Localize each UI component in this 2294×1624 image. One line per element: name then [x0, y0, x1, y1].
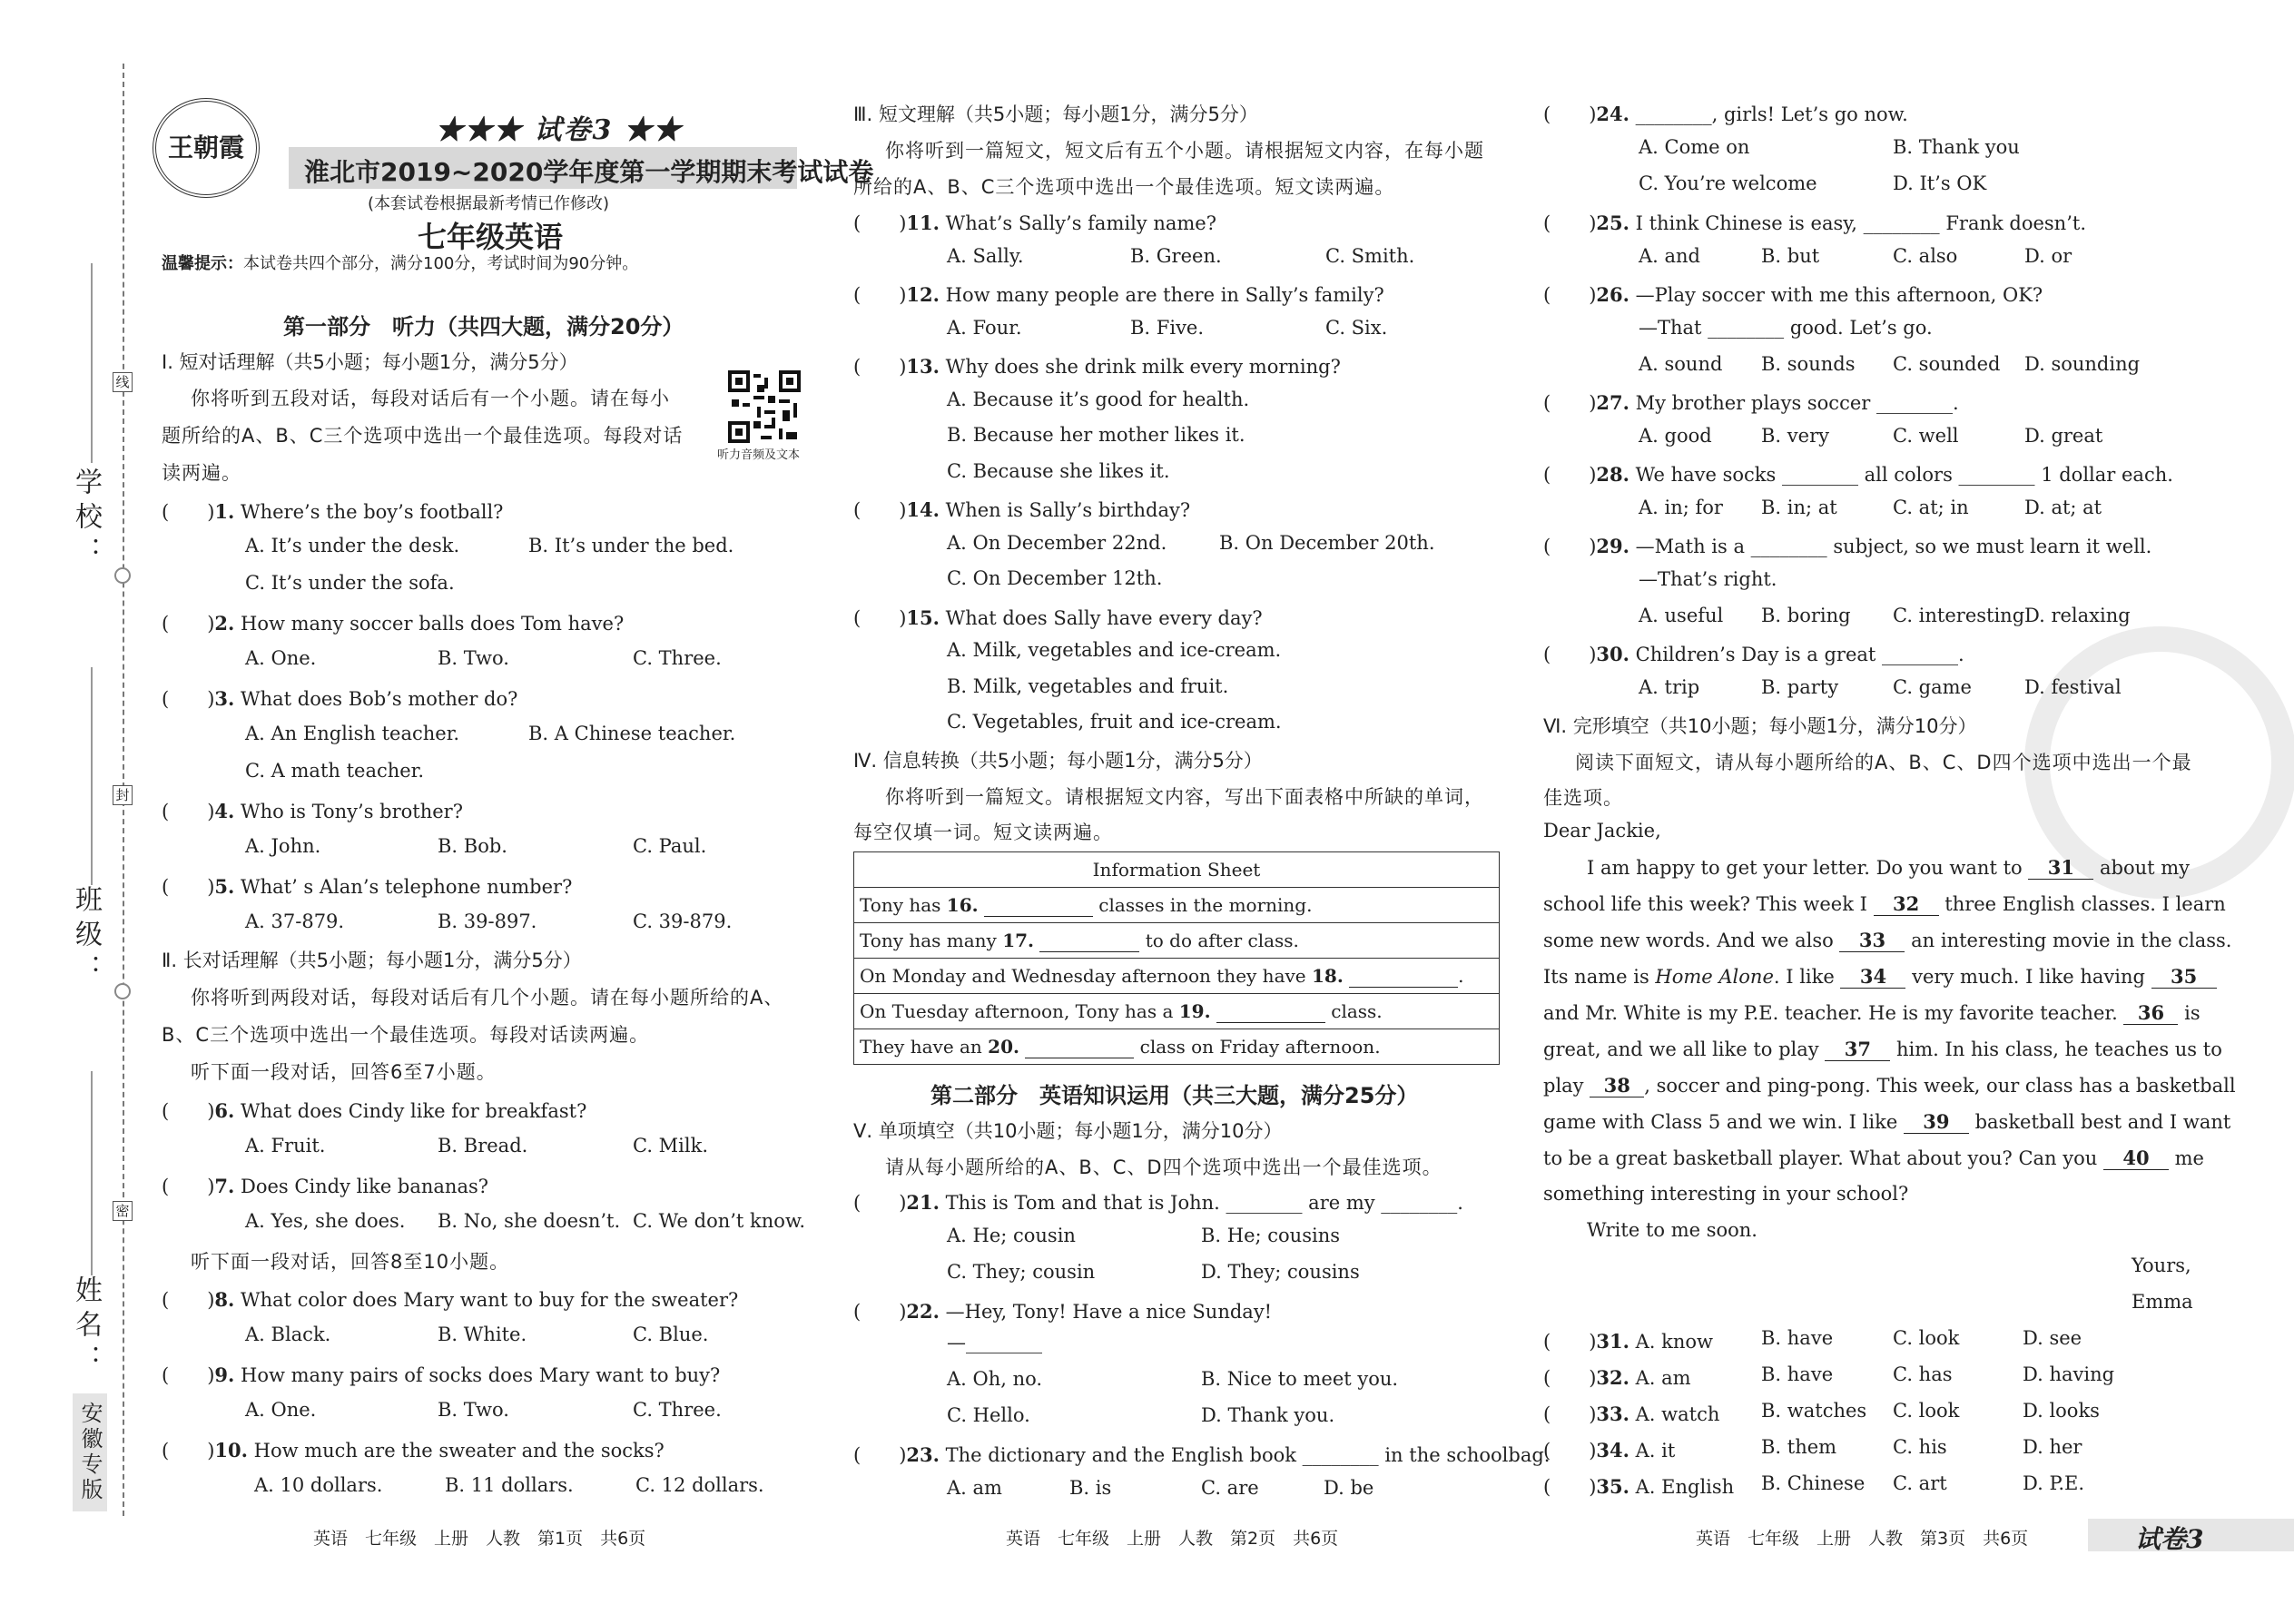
option: B. party — [1761, 676, 1839, 698]
dialog-line: —________ — [947, 1332, 1042, 1353]
question-11: ( )11. What’s Sally’s family name? — [853, 212, 1216, 234]
answer-bracket[interactable]: ( ) — [1543, 1476, 1597, 1498]
table-row: They have an 20. class on Friday afternoon. — [854, 1029, 1500, 1065]
option: A. Oh, no. — [947, 1368, 1043, 1390]
option: C. Smith. — [1325, 245, 1415, 267]
section2-intro: B、C三个选项中选出一个最佳选项。每段对话读两遍。 — [162, 1024, 650, 1046]
option: C. It’s under the sofa. — [245, 572, 455, 594]
answer-bracket[interactable]: ( ) — [162, 801, 215, 822]
table-row: Tony has 16. classes in the morning. — [854, 888, 1500, 923]
question-32: ( )32. A. am — [1543, 1366, 1691, 1389]
section2-intro: 你将听到两段对话，每段对话后有几个小题。请在每小题所给的A、 — [191, 987, 784, 1009]
blank-20[interactable] — [1025, 1036, 1134, 1058]
option: B. have — [1761, 1327, 1834, 1349]
section6-title: Ⅵ. 完形填空（共10小题；每小题1分，满分10分） — [1543, 715, 1977, 737]
letter-line: play 38 , soccer and ping-pong. This week, our class has a basketball — [1543, 1074, 2236, 1097]
option: C. Three. — [633, 647, 722, 669]
option: A. Sally. — [947, 245, 1024, 267]
table-row: Tony has many 17. to do after class. — [854, 923, 1500, 959]
option: C. Three. — [633, 1399, 722, 1421]
option: D. great — [2024, 425, 2103, 447]
question-27: ( )27. My brother plays soccer ________. — [1543, 391, 1959, 414]
paper-tag: ★★★ 试卷3 ★★ — [436, 114, 683, 146]
cloze-blank-35[interactable]: 35 — [2151, 965, 2217, 989]
option: C. sounded — [1893, 353, 2001, 375]
option: A. Because it’s good for health. — [947, 389, 1250, 410]
letter-yours: Yours, — [2132, 1255, 2191, 1276]
option: A. John. — [245, 835, 321, 857]
seal-mark-secret: 密 — [113, 1201, 133, 1221]
dialog-line: —That ________ good. Let’s go. — [1639, 317, 1933, 339]
option: C. interesting — [1893, 605, 2025, 626]
option: D. be — [1324, 1477, 1374, 1499]
punch-hole — [114, 567, 131, 584]
option: D. see — [2023, 1327, 2082, 1349]
blank-16[interactable] — [984, 894, 1093, 917]
class-label: 班级： — [70, 885, 102, 989]
option: B. Green. — [1130, 245, 1222, 267]
option: C. They; cousin — [947, 1261, 1096, 1283]
movie-title: Home Alone — [1655, 966, 1774, 988]
question-8: ( )8. What color does Mary want to buy for the sweater? — [162, 1288, 739, 1311]
option: A. One. — [245, 1399, 317, 1421]
question-3: ( )3. What does Bob’s mother do? — [162, 687, 518, 710]
answer-bracket[interactable]: ( ) — [853, 356, 907, 378]
school-label: 学校： — [70, 468, 102, 571]
answer-bracket[interactable]: ( ) — [1543, 464, 1597, 486]
punch-hole — [114, 983, 131, 999]
question-12: ( )12. How many people are there in Sally’s family? — [853, 283, 1384, 306]
option: C. art — [1893, 1472, 1947, 1494]
option: B. 11 dollars. — [445, 1474, 574, 1496]
exam-title: 淮北市2019~2020学年度第一学期期末考试试卷 — [304, 157, 874, 187]
blank-18[interactable] — [1349, 965, 1458, 988]
name-label: 姓名： — [70, 1275, 102, 1379]
option: C. Paul. — [633, 835, 707, 857]
option: C. look — [1893, 1400, 1960, 1422]
question-9: ( )9. How many pairs of socks does Mary want to buy? — [162, 1363, 721, 1386]
option: B. Bread. — [438, 1135, 528, 1156]
option: D. at; at — [2024, 497, 2102, 518]
option: B. in; at — [1761, 497, 1837, 518]
section3-title: Ⅲ. 短文理解（共5小题；每小题1分，满分5分） — [853, 103, 1258, 125]
letter-line: Its name is Home Alone. I like 34 very much. I like having 35 — [1543, 965, 2217, 989]
question-35: ( )35. A. English — [1543, 1475, 1735, 1498]
section3-intro: 你将听到一篇短文，短文后有五个小题。请根据短文内容，在每小题 — [885, 140, 1484, 162]
question-30: ( )30. Children’s Day is a great ________. — [1543, 643, 1964, 665]
option: B. boring — [1761, 605, 1851, 626]
answer-bracket[interactable]: ( ) — [162, 1364, 215, 1386]
option: B. He; cousins — [1201, 1225, 1340, 1246]
option: A. sound — [1639, 353, 1723, 375]
listen-note-2: 听下面一段对话，回答8至10小题。 — [191, 1251, 510, 1273]
section3-intro: 所给的A、B、C三个选项中选出一个最佳选项。短文读两遍。 — [853, 176, 1395, 198]
section4-title: Ⅳ. 信息转换（共5小题；每小题1分，满分5分） — [853, 750, 1263, 772]
option: B. Five. — [1130, 317, 1205, 339]
question-24: ( )24. ________, girls! Let’s go now. — [1543, 103, 1908, 125]
cloze-blank-32[interactable]: 32 — [1874, 892, 1939, 916]
option: A. On December 22nd. — [947, 532, 1167, 554]
answer-bracket[interactable]: ( ) — [853, 284, 907, 306]
section1-intro: 你将听到五段对话，每段对话后有一个小题。请在每小 — [191, 388, 670, 409]
part1-title: 第一部分 听力（共四大题，满分20分） — [283, 314, 684, 340]
option: A. He; cousin — [947, 1225, 1076, 1246]
option: C. You’re welcome — [1639, 172, 1817, 194]
section4-intro: 你将听到一篇短文。请根据短文内容，写出下面表格中所缺的单词， — [885, 786, 1484, 808]
option: C. We don’t know. — [633, 1210, 806, 1232]
question-15: ( )15. What does Sally have every day? — [853, 606, 1263, 629]
option: D. They; cousins — [1201, 1261, 1360, 1283]
answer-bracket[interactable]: ( ) — [162, 1100, 215, 1122]
answer-bracket[interactable]: ( ) — [853, 499, 907, 521]
option: D. relaxing — [2024, 605, 2131, 626]
information-sheet — [853, 851, 1500, 1065]
table-row: On Monday and Wednesday afternoon they have 18. . — [854, 959, 1500, 994]
option: A. good — [1639, 425, 1712, 447]
option: C. also — [1893, 245, 1958, 267]
question-26: ( )26. —Play soccer with me this afternoon, OK? — [1543, 283, 2043, 306]
answer-bracket[interactable]: ( ) — [1543, 1367, 1597, 1389]
option: A. Fruit. — [245, 1135, 326, 1156]
option: D. sounding — [2024, 353, 2141, 375]
qr-code-graphic — [728, 370, 801, 443]
question-4: ( )4. Who is Tony’s brother? — [162, 800, 463, 822]
option: D. or — [2024, 245, 2072, 267]
letter-line: something interesting in your school? — [1543, 1183, 1909, 1205]
option: B. On December 20th. — [1219, 532, 1435, 554]
option: B. have — [1761, 1363, 1834, 1385]
qr-code — [728, 370, 801, 443]
option: A. Yes, she does. — [245, 1210, 406, 1232]
option: D. looks — [2023, 1400, 2100, 1422]
answer-bracket[interactable]: ( ) — [162, 1440, 215, 1462]
option: C. 12 dollars. — [635, 1474, 764, 1496]
option: B. Two. — [438, 647, 509, 669]
option: D. It’s OK — [1893, 172, 1987, 194]
revision-note: (本套试卷根据最新考情已作修改) — [368, 194, 610, 213]
option: D. her — [2023, 1436, 2082, 1458]
answer-bracket[interactable]: ( ) — [1543, 1440, 1597, 1462]
question-31: ( )31. A. know — [1543, 1330, 1714, 1353]
option: C. Milk. — [633, 1135, 709, 1156]
option: A. It’s under the desk. — [245, 535, 460, 556]
option: C. On December 12th. — [947, 567, 1163, 589]
answer-bracket[interactable]: ( ) — [1543, 392, 1597, 414]
question-29: ( )29. —Math is a ________ subject, so we must learn it well. — [1543, 535, 2152, 557]
option: C. A math teacher. — [245, 760, 425, 782]
cloze-blank-36[interactable]: 36 — [2123, 1001, 2178, 1025]
cloze-blank-37[interactable]: 37 — [1825, 1038, 1890, 1061]
option: A. One. — [245, 647, 317, 669]
question-22: ( )22. —Hey, Tony! Have a nice Sunday! — [853, 1300, 1273, 1323]
answer-bracket[interactable]: ( ) — [853, 1301, 907, 1323]
option: C. Blue. — [633, 1324, 709, 1345]
question-28: ( )28. We have socks ________ all colors ________ 1 dollar each. — [1543, 463, 2173, 486]
option: A. 10 dollars. — [254, 1474, 383, 1496]
question-7: ( )7. Does Cindy like bananas? — [162, 1175, 489, 1197]
letter-line: game with Class 5 and we win. I like 39 basketball best and I want — [1543, 1110, 2231, 1133]
answer-bracket[interactable]: ( ) — [1543, 1331, 1597, 1353]
option: C. his — [1893, 1436, 1947, 1458]
option: C. are — [1201, 1477, 1259, 1499]
option: D. Thank you. — [1201, 1404, 1335, 1426]
option: C. Hello. — [947, 1404, 1030, 1426]
question-2: ( )2. How many soccer balls does Tom have? — [162, 612, 625, 635]
question-6: ( )6. What does Cindy like for breakfast? — [162, 1099, 587, 1122]
option: A. in; for — [1639, 497, 1723, 518]
section4-intro: 每空仅填一词。短文读两遍。 — [853, 822, 1113, 843]
table-row: On Tuesday afternoon, Tony has a 19. class. — [854, 994, 1500, 1029]
subject-title: 七年级英语 — [418, 220, 564, 254]
answer-bracket[interactable]: ( ) — [853, 1444, 907, 1466]
school-line — [91, 263, 93, 463]
option: C. Vegetables, fruit and ice-cream. — [947, 711, 1282, 733]
section5-title: Ⅴ. 单项填空（共10小题；每小题1分，满分10分） — [853, 1120, 1283, 1142]
class-line — [91, 667, 93, 885]
option: C. at; in — [1893, 497, 1969, 518]
part2-title: 第二部分 英语知识运用（共三大题，满分25分） — [930, 1083, 1419, 1108]
answer-bracket[interactable]: ( ) — [162, 688, 215, 710]
letter-signature: Emma — [2132, 1291, 2193, 1313]
blank-17[interactable] — [1039, 930, 1139, 952]
option: B. A Chinese teacher. — [528, 723, 736, 744]
option: A. trip — [1639, 676, 1700, 698]
answer-bracket[interactable]: ( ) — [1543, 103, 1597, 125]
option: A. 37-879. — [245, 910, 345, 932]
question-10: ( )10. How much are the sweater and the socks? — [162, 1439, 665, 1462]
seal-mark-seal: 封 — [113, 785, 133, 805]
cloze-blank-39[interactable]: 39 — [1904, 1110, 1969, 1134]
cloze-blank-31[interactable]: 31 — [2028, 856, 2093, 880]
answer-bracket[interactable]: ( ) — [162, 876, 215, 898]
option: B. Bob. — [438, 835, 507, 857]
edition-badge: 安徽专版 — [73, 1393, 107, 1511]
question-23: ( )23. The dictionary and the English book ________ in the schoolbag. — [853, 1443, 1551, 1466]
letter-line: I am happy to get your letter. Do you want to 31 about my — [1587, 856, 2191, 879]
option: A. Milk, vegetables and ice-cream. — [947, 639, 1282, 661]
option: B. very — [1761, 425, 1829, 447]
option: D. festival — [2024, 676, 2122, 698]
option: C. Six. — [1325, 317, 1388, 339]
cloze-blank-33[interactable]: 33 — [1839, 929, 1905, 952]
section5-intro: 请从每小题所给的A、B、C、D四个选项中选出一个最佳选项。 — [885, 1156, 1442, 1178]
answer-bracket[interactable]: ( ) — [1543, 284, 1597, 306]
cloze-blank-40[interactable]: 40 — [2103, 1147, 2169, 1170]
option: B. It’s under the bed. — [528, 535, 734, 556]
option: D. having — [2023, 1363, 2115, 1385]
option: B. Thank you — [1893, 136, 2020, 158]
option: B. but — [1761, 245, 1820, 267]
section2-title: Ⅱ. 长对话理解（共5小题；每小题1分，满分5分） — [162, 950, 582, 971]
tip: 温馨提示：本试卷共四个部分，满分100分，考试时间为90分钟。 — [162, 254, 639, 273]
option: A. and — [1639, 245, 1701, 267]
answer-bracket[interactable]: ( ) — [162, 1289, 215, 1311]
option: B. 39-897. — [438, 910, 537, 932]
option: B. No, she doesn’t. — [438, 1210, 621, 1232]
answer-bracket[interactable]: ( ) — [853, 607, 907, 629]
option: A. An English teacher. — [245, 723, 460, 744]
option: B. them — [1761, 1436, 1837, 1458]
section1-intro: 读两遍。 — [162, 462, 241, 484]
dialog-line: —That’s right. — [1639, 568, 1777, 590]
option: A. useful — [1639, 605, 1724, 626]
table-title: Information Sheet — [854, 852, 1500, 888]
cloze-blank-38[interactable]: 38 — [1590, 1074, 1644, 1097]
option: B. Chinese — [1761, 1472, 1866, 1494]
blank-19[interactable] — [1216, 1000, 1325, 1023]
question-33: ( )33. A. watch — [1543, 1403, 1720, 1425]
answer-bracket[interactable]: ( ) — [1543, 536, 1597, 557]
answer-bracket[interactable]: ( ) — [1543, 212, 1597, 234]
option: A. Black. — [245, 1324, 331, 1345]
footer-page-3: 英语 七年级 上册 人教 第3页 共6页 — [1696, 1529, 2029, 1549]
letter-line: some new words. And we also 33 an interesting movie in the class. — [1543, 929, 2232, 951]
question-21: ( )21. This is Tom and that is John. ________ are my ________. — [853, 1191, 1463, 1214]
question-1: ( )1. Where’s the boy’s football? — [162, 500, 504, 523]
option: B. watches — [1761, 1400, 1867, 1422]
question-5: ( )5. What’ s Alan’s telephone number? — [162, 875, 573, 898]
question-34: ( )34. A. it — [1543, 1439, 1676, 1462]
option: B. Nice to meet you. — [1201, 1368, 1399, 1390]
letter-line: and Mr. White is my P.E. teacher. He is my favorite teacher. 36 is — [1543, 1001, 2200, 1024]
name-line — [91, 1071, 93, 1275]
section6-intro: 佳选项。 — [1543, 787, 1623, 809]
footer-tag: 试卷3 — [2135, 1524, 2204, 1554]
seal-mark-line: 线 — [113, 372, 133, 392]
option: B. is — [1069, 1477, 1112, 1499]
option: A. Four. — [947, 317, 1022, 339]
question-13: ( )13. Why does she drink milk every morning? — [853, 355, 1341, 378]
brand-logo: 王朝霞 — [153, 98, 260, 198]
answer-bracket[interactable]: ( ) — [853, 212, 907, 234]
letter-greeting: Dear Jackie, — [1543, 820, 1661, 842]
qr-caption: 听力音频及文本 — [717, 448, 801, 462]
cloze-blank-34[interactable]: 34 — [1840, 965, 1905, 989]
answer-bracket[interactable]: ( ) — [853, 1192, 907, 1214]
question-14: ( )14. When is Sally’s birthday? — [853, 498, 1191, 521]
footer-page-1: 英语 七年级 上册 人教 第1页 共6页 — [313, 1529, 646, 1549]
option: C. has — [1893, 1363, 1953, 1385]
answer-bracket[interactable]: ( ) — [162, 501, 215, 523]
option: B. Milk, vegetables and fruit. — [947, 675, 1229, 697]
question-25: ( )25. I think Chinese is easy, ________ Frank doesn’t. — [1543, 212, 2086, 234]
option: B. White. — [438, 1324, 527, 1345]
answer-bracket[interactable]: ( ) — [1543, 644, 1597, 665]
letter-line: great, and we all like to play 37 him. In his class, he teaches us to — [1543, 1038, 2222, 1060]
option: C. look — [1893, 1327, 1960, 1349]
letter-line: school life this week? This week I 32 three English classes. I learn — [1543, 892, 2226, 915]
option: B. sounds — [1761, 353, 1856, 375]
footer-page-2: 英语 七年级 上册 人教 第2页 共6页 — [1006, 1529, 1339, 1549]
answer-bracket[interactable]: ( ) — [1543, 1403, 1597, 1425]
section1-intro: 题所给的A、B、C三个选项中选出一个最佳选项。每段对话 — [162, 425, 684, 447]
option: C. 39-879. — [633, 910, 733, 932]
option: A. Come on — [1639, 136, 1750, 158]
letter-line: to be a great basketball player. What about you? Can you 40 me — [1543, 1147, 2204, 1169]
letter-closing: Write to me soon. — [1587, 1219, 1757, 1241]
listen-note-1: 听下面一段对话，回答6至7小题。 — [191, 1061, 497, 1083]
option: C. Because she likes it. — [947, 460, 1170, 482]
option: A. am — [947, 1477, 1002, 1499]
section1-title: Ⅰ. 短对话理解（共5小题；每小题1分，满分5分） — [162, 351, 578, 373]
option: B. Because her mother likes it. — [947, 424, 1245, 446]
answer-bracket[interactable]: ( ) — [162, 1176, 215, 1197]
option: D. P.E. — [2023, 1472, 2084, 1494]
answer-bracket[interactable]: ( ) — [162, 613, 215, 635]
option: C. well — [1893, 425, 1959, 447]
option: B. Two. — [438, 1399, 509, 1421]
section6-intro: 阅读下面短文，请从每小题所给的A、B、C、D四个选项中选出一个最 — [1575, 752, 2192, 773]
option: C. game — [1893, 676, 1972, 698]
